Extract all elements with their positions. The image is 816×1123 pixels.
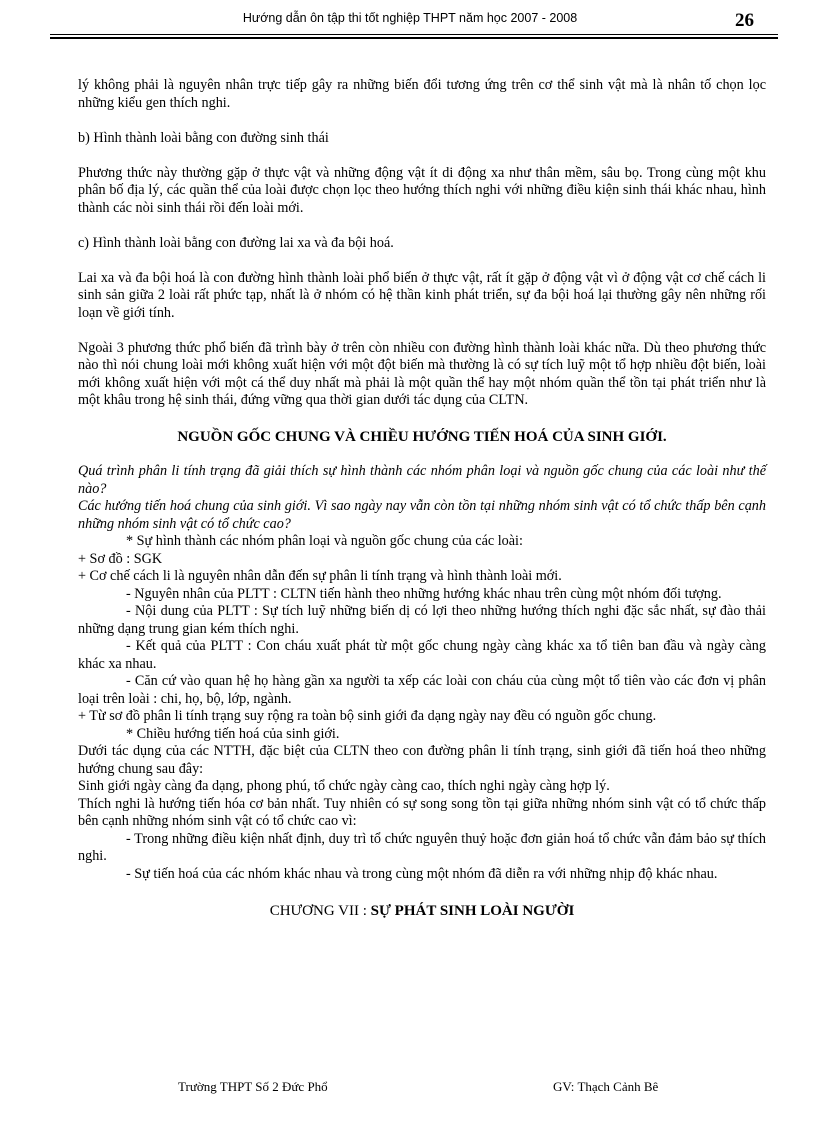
answer-line-1: * Sự hình thành các nhóm phân loại và nguồn gốc chung của các loài: bbox=[126, 533, 523, 549]
paragraph-hybrid: Lai xa và đa bội hoá là con đường hình thành loài phổ biến ở thực vật, rất ít gặp ở động vật vì ở động vật cơ chế cách li sinh sản giữa 2 loài rất phức tạp, nhất là ở nhóm có hệ thần kinh phát triển, sự đa bội hoá lại thường gây nên những rối loạn về giới tính. bbox=[78, 269, 766, 321]
answer-line-13: - Trong những điều kiện nhất định, duy trì tổ chức nguyên thuỷ hoặc đơn giản hoá tổ chức vẫn đảm bảo sự thích nghi. bbox=[78, 830, 766, 864]
question-1: Quá trình phân li tính trạng đã giải thích sự hình thành các nhóm phân loại và nguồn gốc chung của các loài như thế nào? bbox=[78, 463, 766, 497]
answer-line-10: Dưới tác dụng của các NTTH, đặc biệt của CLTN theo con đường phân li tính trạng, sinh giới đã tiến hoá theo những hướng chung sau đây: bbox=[78, 743, 766, 777]
answer-line-7: - Căn cứ vào quan hệ họ hàng gần xa người ta xếp các loài con cháu của cùng một tổ tiên vào các đơn vị phân loại trên loài : chi, họ, bộ, lớp, ngành. bbox=[78, 673, 766, 707]
answer-line-5: - Nội dung của PLTT : Sự tích luỹ những biến dị có lợi theo những hướng thích nghi đặc sắc nhất, sự đào thải những dạng trung gian kém thích nghi. bbox=[78, 603, 766, 637]
header-rule-thick bbox=[50, 37, 778, 39]
chapter-heading bbox=[78, 903, 766, 921]
answer-line-6: - Kết quả của PLTT : Con cháu xuất phát từ một gốc chung ngày càng khác xa tổ tiên ban đầu và ngày càng khác xa nhau. bbox=[78, 638, 766, 672]
question-2: Các hướng tiến hoá chung của sinh giới. Vì sao ngày nay vẫn còn tồn tại những nhóm sinh vật có tổ chức thấp bên cạnh những nhóm sinh vật có tổ chức cao? bbox=[78, 498, 766, 532]
paragraph-continuation: lý không phải là nguyên nhân trực tiếp gây ra những biến đổi tương ứng trên cơ thể sinh vật mà là nhân tố chọn lọc những kiểu gen thích nghi. bbox=[78, 77, 766, 111]
paragraph-ecological: Phương thức này thường gặp ở thực vật và những động vật ít di động xa như thân mềm, sâu bọ. Trong cùng một khu phân bố địa lý, các quần thể của loài được chọn lọc theo hướng thích nghi với những điều kiện sinh thái khác nhau, hình thành các nòi sinh thái rồi đến loài mới. bbox=[78, 164, 766, 216]
header-title: Hướng dẫn ôn tập thi tốt nghiệp THPT năm học 2007 - 2008 bbox=[242, 11, 578, 25]
paragraph-summary: Ngoài 3 phương thức phổ biến đã trình bày ở trên còn nhiều con đường hình thành loài khác nữa. Dù theo phương thức nào thì nói chung loài mới không xuất hiện với một đột biến mà thường là có sự tích luỹ một tổ hợp nhiều đột biến, loài mới không xuất hiện với một cá thể duy nhất mà phải là một quần thể hay một nhóm quần thể tồn tại phát triển như là một khâu trong hệ sinh thái, đứng vững qua thời gian dưới tác dụng của CLTN. bbox=[78, 339, 766, 408]
subheading-ecological-speciation: b) Hình thành loài bằng con đường sinh thái bbox=[78, 129, 329, 146]
subheading-hybrid-polyploid: c) Hình thành loài bằng con đường lai xa và đa bội hoá. bbox=[78, 234, 394, 251]
chapter-prefix: CHƯƠNG VII : bbox=[269, 903, 371, 919]
page-number: 26 bbox=[735, 10, 754, 31]
answer-line-3: + Cơ chế cách li là nguyên nhân dẫn đến sự phân li tính trạng và hình thành loài mới. bbox=[78, 568, 562, 584]
answer-line-8: + Từ sơ đồ phân li tính trạng suy rộng ra toàn bộ sinh giới đa dạng ngày nay đều có nguồn gốc chung. bbox=[78, 708, 657, 724]
answer-line-9: * Chiều hướng tiến hoá của sinh giới. bbox=[126, 725, 340, 742]
header-rule-thin bbox=[50, 34, 778, 35]
answer-line-12: Thích nghi là hướng tiến hóa cơ bản nhất. Tuy nhiên có sự song song tồn tại giữa những nhóm sinh vật có tổ chức thấp bên cạnh những nhóm sinh vật có tổ chức cao vì: bbox=[78, 795, 766, 829]
body-content bbox=[78, 77, 766, 921]
answer-line-4: - Nguyên nhân của PLTT : CLTN tiến hành theo những hướng khác nhau trên cùng một nhóm đối tượng. bbox=[126, 585, 722, 602]
section-heading: NGUỒN GỐC CHUNG VÀ CHIỀU HƯỚNG TIẾN HOÁ CỦA SINH GIỚI. bbox=[177, 428, 667, 445]
answer-line-11: Sinh giới ngày càng đa dạng, phong phú, tổ chức ngày càng cao, thích nghi ngày càng hợp lý. bbox=[78, 778, 610, 794]
answer-line-2: + Sơ đồ : SGK bbox=[78, 550, 163, 567]
answer-line-14: - Sự tiến hoá của các nhóm khác nhau và trong cùng một nhóm đã diễn ra với những nhịp độ khác nhau. bbox=[126, 865, 718, 882]
footer-school: Trường THPT Số 2 Đức Phổ bbox=[178, 1079, 328, 1094]
chapter-title: SỰ PHÁT SINH LOÀI NGƯỜI bbox=[370, 903, 575, 919]
footer-teacher: GV: Thạch Cảnh Bê bbox=[553, 1079, 659, 1094]
